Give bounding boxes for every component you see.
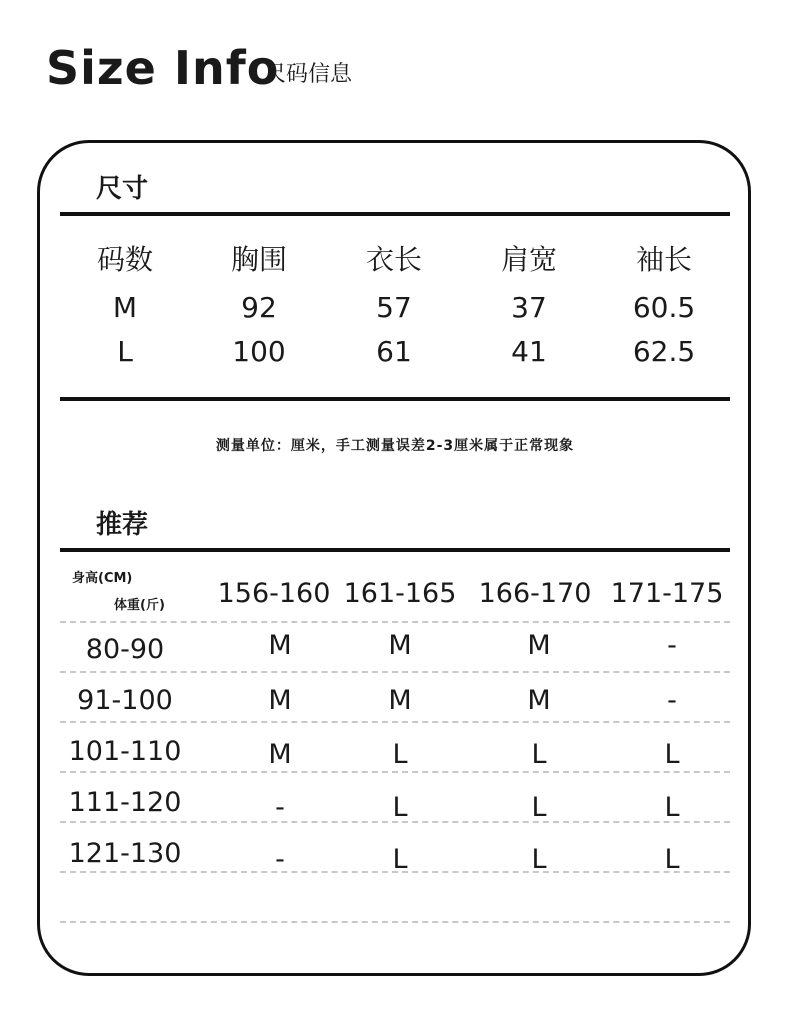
size-recommendation: L — [392, 792, 408, 823]
size-cell: M — [112, 291, 138, 324]
size-recommendation: L — [531, 792, 547, 823]
size-col-header: 码数 — [96, 243, 153, 276]
size-section-top-rule — [60, 212, 730, 216]
corner-weight-label: 体重(斤) — [114, 598, 165, 613]
size-recommendation: M — [527, 630, 551, 661]
size-recommendation: L — [664, 739, 680, 770]
corner-height-label: 身高(CM) — [72, 571, 133, 586]
size-recommendation: - — [667, 685, 677, 716]
size-recommendation: L — [664, 792, 680, 823]
row-divider — [60, 871, 730, 873]
height-col-header: 171-175 — [610, 578, 724, 609]
size-recommendation: - — [275, 844, 285, 875]
size-cell: 61 — [376, 335, 412, 368]
size-recommendation: M — [268, 685, 292, 716]
size-col-header: 胸围 — [230, 243, 287, 276]
weight-label: 111-120 — [68, 787, 182, 818]
weight-label: 80-90 — [85, 634, 165, 665]
size-col-header: 袖长 — [635, 243, 692, 276]
height-col-header: 156-160 — [217, 578, 331, 609]
recommend-section-title: 推荐 — [96, 510, 149, 540]
size-cell: 37 — [511, 291, 547, 324]
size-recommendation: M — [388, 630, 412, 661]
height-col-header: 161-165 — [343, 578, 457, 609]
size-recommendation: M — [388, 685, 412, 716]
recommend-section-top-rule — [60, 548, 730, 552]
row-divider — [60, 921, 730, 923]
size-recommendation: M — [527, 685, 551, 716]
row-divider — [60, 771, 730, 773]
page-subtitle: 尺码信息 — [264, 62, 353, 87]
size-col-header: 衣长 — [365, 243, 422, 276]
row-divider — [60, 671, 730, 673]
size-recommendation: - — [275, 792, 285, 823]
size-cell: 92 — [241, 291, 277, 324]
size-recommendation: M — [268, 630, 292, 661]
row-divider — [60, 621, 730, 623]
size-cell: 57 — [376, 291, 412, 324]
size-recommendation: L — [392, 739, 408, 770]
weight-label: 101-110 — [68, 736, 182, 767]
size-cell: L — [117, 335, 133, 368]
weight-label: 121-130 — [68, 838, 182, 869]
size-recommendation: M — [268, 739, 292, 770]
size-cell: 100 — [232, 335, 286, 368]
weight-label: 91-100 — [77, 685, 173, 716]
measurement-note: 测量单位：厘米，手工测量误差2-3厘米属于正常现象 — [215, 438, 575, 454]
size-recommendation: L — [531, 844, 547, 875]
size-section-title: 尺寸 — [96, 174, 149, 204]
size-cell: 60.5 — [632, 291, 696, 324]
size-recommendation: L — [664, 844, 680, 875]
size-cell: 62.5 — [632, 335, 696, 368]
row-divider — [60, 821, 730, 823]
row-divider — [60, 721, 730, 723]
height-col-header: 166-170 — [478, 578, 592, 609]
size-recommendation: L — [392, 844, 408, 875]
size-section-bottom-rule — [60, 397, 730, 401]
size-col-header: 肩宽 — [500, 243, 557, 276]
size-recommendation: L — [531, 739, 547, 770]
size-recommendation: - — [667, 630, 677, 661]
page-title: Size Info — [46, 41, 280, 95]
size-cell: 41 — [511, 335, 547, 368]
